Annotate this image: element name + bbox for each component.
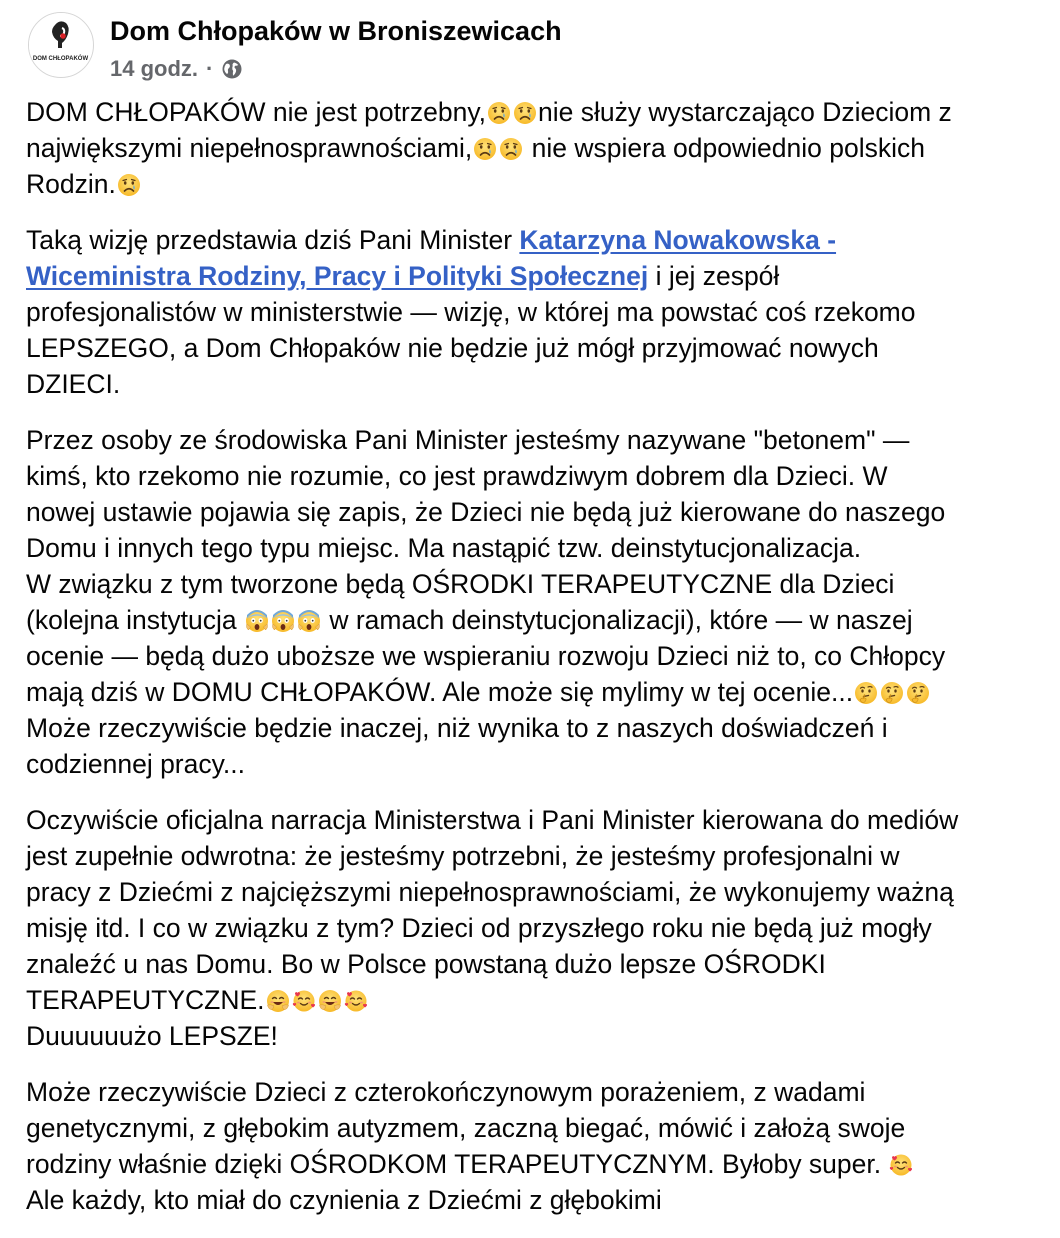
text-line: TERAPEUTYCZNE. — [26, 982, 1046, 1018]
globe-icon[interactable] — [221, 58, 243, 80]
text-line: pracy z Dziećmi z najcięższymi niepełnosprawnościami, że wykonujemy ważną — [26, 877, 954, 907]
thinking-emoji — [854, 681, 878, 705]
text-line: DZIECI. — [26, 369, 121, 399]
page-name-link[interactable]: Dom Chłopaków w Broniszewicach — [110, 16, 562, 46]
text-line: rodziny właśnie dzięki OŚRODKOM TERAPEUTYCZNYM. Byłoby super. — [26, 1146, 1046, 1182]
post-paragraph-5 — [26, 1074, 1046, 1218]
scream-emoji — [297, 609, 321, 633]
text-line: Oczywiście oficjalna narracja Ministerstwa i Pani Minister kierowana do mediów — [26, 805, 959, 835]
thinking-emoji — [880, 681, 904, 705]
text-line: LEPSZEGO, a Dom Chłopaków nie będzie już mógł przyjmować nowych — [26, 333, 879, 363]
hugging-emoji — [318, 989, 342, 1013]
text-line: jest zupełnie odwrotna: że jesteśmy potrzebni, że jesteśmy profesjonalni w — [26, 841, 900, 871]
text-line: mają dziś w DOMU CHŁOPAKÓW. Ale może się mylimy w tej ocenie... — [26, 674, 1046, 710]
avatar-text: DOM CHŁOPAKÓW — [32, 56, 89, 62]
page-avatar[interactable] — [28, 12, 94, 78]
sad-tear-emoji — [117, 173, 141, 197]
text-line: kimś, kto rzekomo nie rozumie, co jest prawdziwym dobrem dla Dzieci. W — [26, 461, 888, 491]
text-line: ocenie — będą dużo uboższe we wspieraniu rozwoju Dzieci niż to, co Chłopcy — [26, 641, 946, 671]
text-line: Przez osoby ze środowiska Pani Minister jesteśmy nazywane "betonem" — — [26, 425, 910, 455]
text-line: profesjonalistów w ministerstwie — wizję, w której ma powstać coś rzekomo — [26, 297, 916, 327]
text-line: W związku z tym tworzone będą OŚRODKI TERAPEUTYCZNE dla Dzieci — [26, 569, 895, 599]
smiling-hearts-emoji — [889, 1153, 913, 1177]
post-paragraph-3 — [26, 422, 1046, 782]
text-line: Może rzeczywiście będzie inaczej, niż wynika to z naszych doświadczeń i — [26, 713, 888, 743]
text-line: DOM CHŁOPAKÓW nie jest potrzebny, nie służy wystarczająco Dzieciom z — [26, 97, 952, 127]
text-line: znaleźć u nas Domu. Bo w Polsce powstaną dużo lepsze OŚRODKI — [26, 949, 826, 979]
text-line: Wiceministra Rodziny, Pracy i Polityki Społecznej i jej zespół — [26, 261, 780, 291]
text-line: Domu i innych tego typu miejsc. Ma nastąpić tzw. deinstytucjonalizacja. — [26, 533, 862, 563]
sad-tear-emoji — [513, 101, 537, 125]
post-timestamp[interactable]: 14 godz. — [110, 56, 199, 81]
text-line: misję itd. I co w związku z tym? Dzieci od przyszłego roku nie będą już mogły — [26, 913, 932, 943]
scream-emoji — [271, 609, 295, 633]
hugging-emoji — [266, 989, 290, 1013]
meta-separator: · — [206, 56, 214, 81]
text-line: Duuuuuużo LEPSZE! — [26, 1021, 278, 1051]
mention-link[interactable]: Katarzyna Nowakowska - — [519, 225, 837, 255]
post-header — [28, 12, 1028, 92]
post-paragraph-1 — [26, 94, 1046, 202]
avatar-logo-icon — [29, 13, 92, 76]
sad-tear-emoji — [473, 137, 497, 161]
text-line: Może rzeczywiście Dzieci z czterokończynowym porażeniem, z wadami — [26, 1077, 866, 1107]
text-line: codziennej pracy... — [26, 749, 245, 779]
text-line: Taką wizję przedstawia dziś Pani Minister Katarzyna Nowakowska - — [26, 225, 837, 255]
post-body — [26, 94, 1046, 1238]
post-paragraph-4 — [26, 802, 1046, 1054]
sad-tear-emoji — [499, 137, 523, 161]
text-line: genetycznymi, z głębokim autyzmem, zaczną biegać, mówić i założą swoje — [26, 1113, 906, 1143]
post-meta — [110, 56, 243, 82]
thinking-emoji — [906, 681, 930, 705]
post-paragraph-2 — [26, 222, 1046, 402]
scream-emoji — [245, 609, 269, 633]
text-line: nowej ustawie pojawia się zapis, że Dzieci nie będą już kierowane do naszego — [26, 497, 946, 527]
text-line: największymi niepełnosprawnościami, nie wspiera odpowiednio polskich — [26, 133, 925, 163]
text-line: (kolejna instytucja w ramach deinstytucjonalizacji), które — w naszej — [26, 605, 913, 635]
sad-tear-emoji — [487, 101, 511, 125]
text-line: Rodzin. — [26, 166, 1046, 202]
mention-link[interactable]: Wiceministra Rodziny, Pracy i Polityki Społecznej — [26, 261, 649, 291]
smiling-hearts-emoji — [344, 989, 368, 1013]
smiling-hearts-emoji — [292, 989, 316, 1013]
text-line: Ale każdy, kto miał do czynienia z Dziećmi z głębokimi — [26, 1185, 662, 1215]
